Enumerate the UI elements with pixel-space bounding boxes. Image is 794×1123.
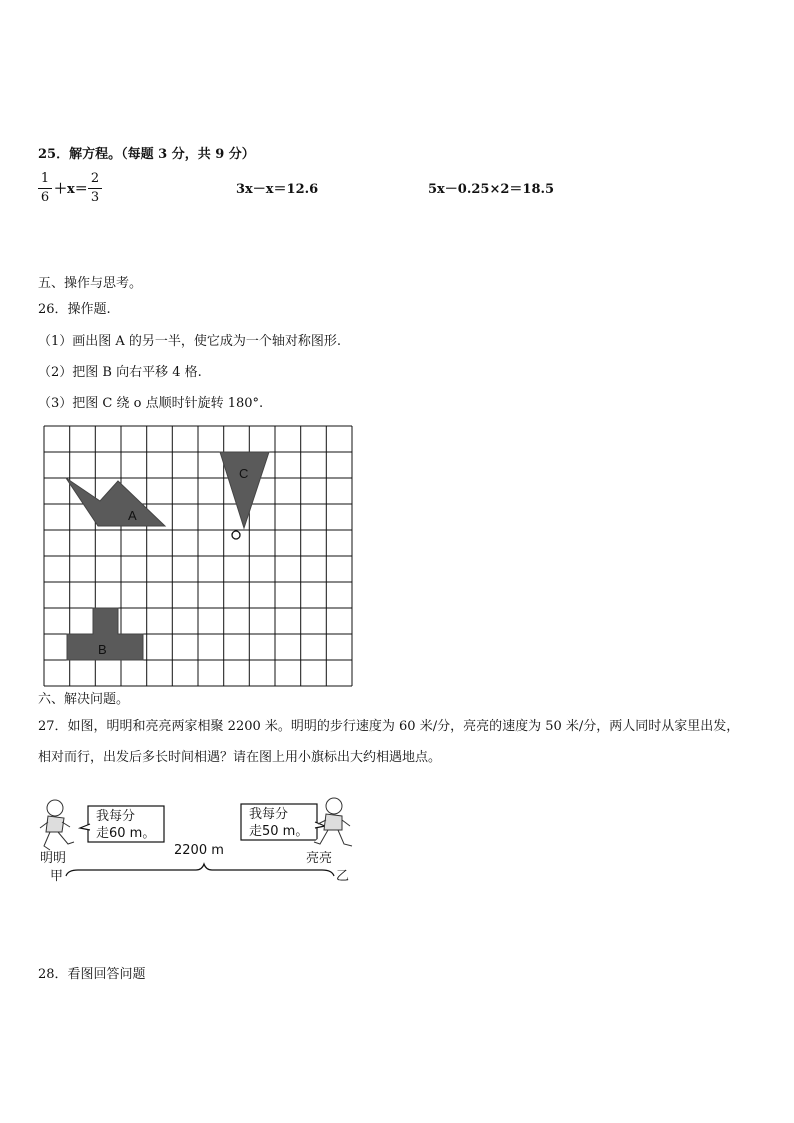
bubble-right-line-1: 我每分 [249, 807, 289, 822]
eq1-fraction-2 [88, 172, 102, 205]
boy-right-illustration [314, 798, 352, 846]
name-mingming: 明明 [40, 851, 67, 866]
speech-bubble-right [241, 804, 325, 840]
section-5-heading: 五、操作与思考。 [38, 276, 143, 291]
eq1-frac2-numerator: 2 [90, 171, 100, 186]
eq2: 3x－x＝12.6 [236, 182, 319, 197]
eq1-frac1-denominator: 6 [40, 190, 50, 205]
label-b: B [98, 642, 107, 657]
eq1-frac2-denominator: 3 [90, 190, 100, 205]
label-c: C [239, 466, 249, 481]
bubble-right-line-2: 走50 m。 [249, 824, 309, 839]
meeting-figure [38, 794, 360, 884]
eq1-middle: ＋x＝ [54, 182, 88, 197]
eq1-fraction-1 [38, 172, 52, 205]
section-6-heading: 六、解决问题。 [38, 692, 130, 707]
bubble-left-line-1: 我每分 [96, 809, 136, 824]
q28-heading: 28．看图回答问题 [38, 967, 146, 982]
q26-item-2: （2）把图 B 向右平移 4 格. [38, 365, 202, 380]
q26-heading: 26．操作题. [38, 302, 111, 317]
point-jia: 甲 [50, 869, 64, 884]
point-yi: 乙 [336, 869, 350, 884]
rotation-point-o [232, 531, 240, 539]
transformation-grid [42, 422, 354, 690]
bubble-left-line-2: 走60 m。 [96, 826, 156, 841]
distance-label: 2200 m [174, 843, 224, 858]
label-a: A [128, 508, 137, 523]
q27-line-2: 相对而行，出发后多长时间相遇？请在图上用小旗标出大约相遇地点。 [38, 750, 442, 765]
eq1-frac1-numerator: 1 [40, 171, 50, 186]
q26-item-3: （3）把图 C 绕 o 点顺时针旋转 180°. [38, 396, 264, 411]
q26-item-1: （1）画出图 A 的另一半，使它成为一个轴对称图形. [38, 334, 342, 349]
q25-heading: 25．解方程。（每题 3 分，共 9 分） [38, 147, 255, 162]
speech-bubble-left [80, 806, 164, 842]
boy-left-illustration [40, 800, 74, 850]
name-liangliang: 亮亮 [306, 851, 333, 866]
shape-c [220, 452, 269, 528]
eq3: 5x－0.25×2＝18.5 [428, 182, 555, 197]
q27-line-1: 27．如图，明明和亮亮两家相聚 2200 米。明明的步行速度为 60 米/分，亮亮的速度为 50 米/分，两人同时从家里出发， [38, 719, 740, 734]
shape-a [66, 478, 165, 526]
distance-brace [66, 864, 334, 876]
